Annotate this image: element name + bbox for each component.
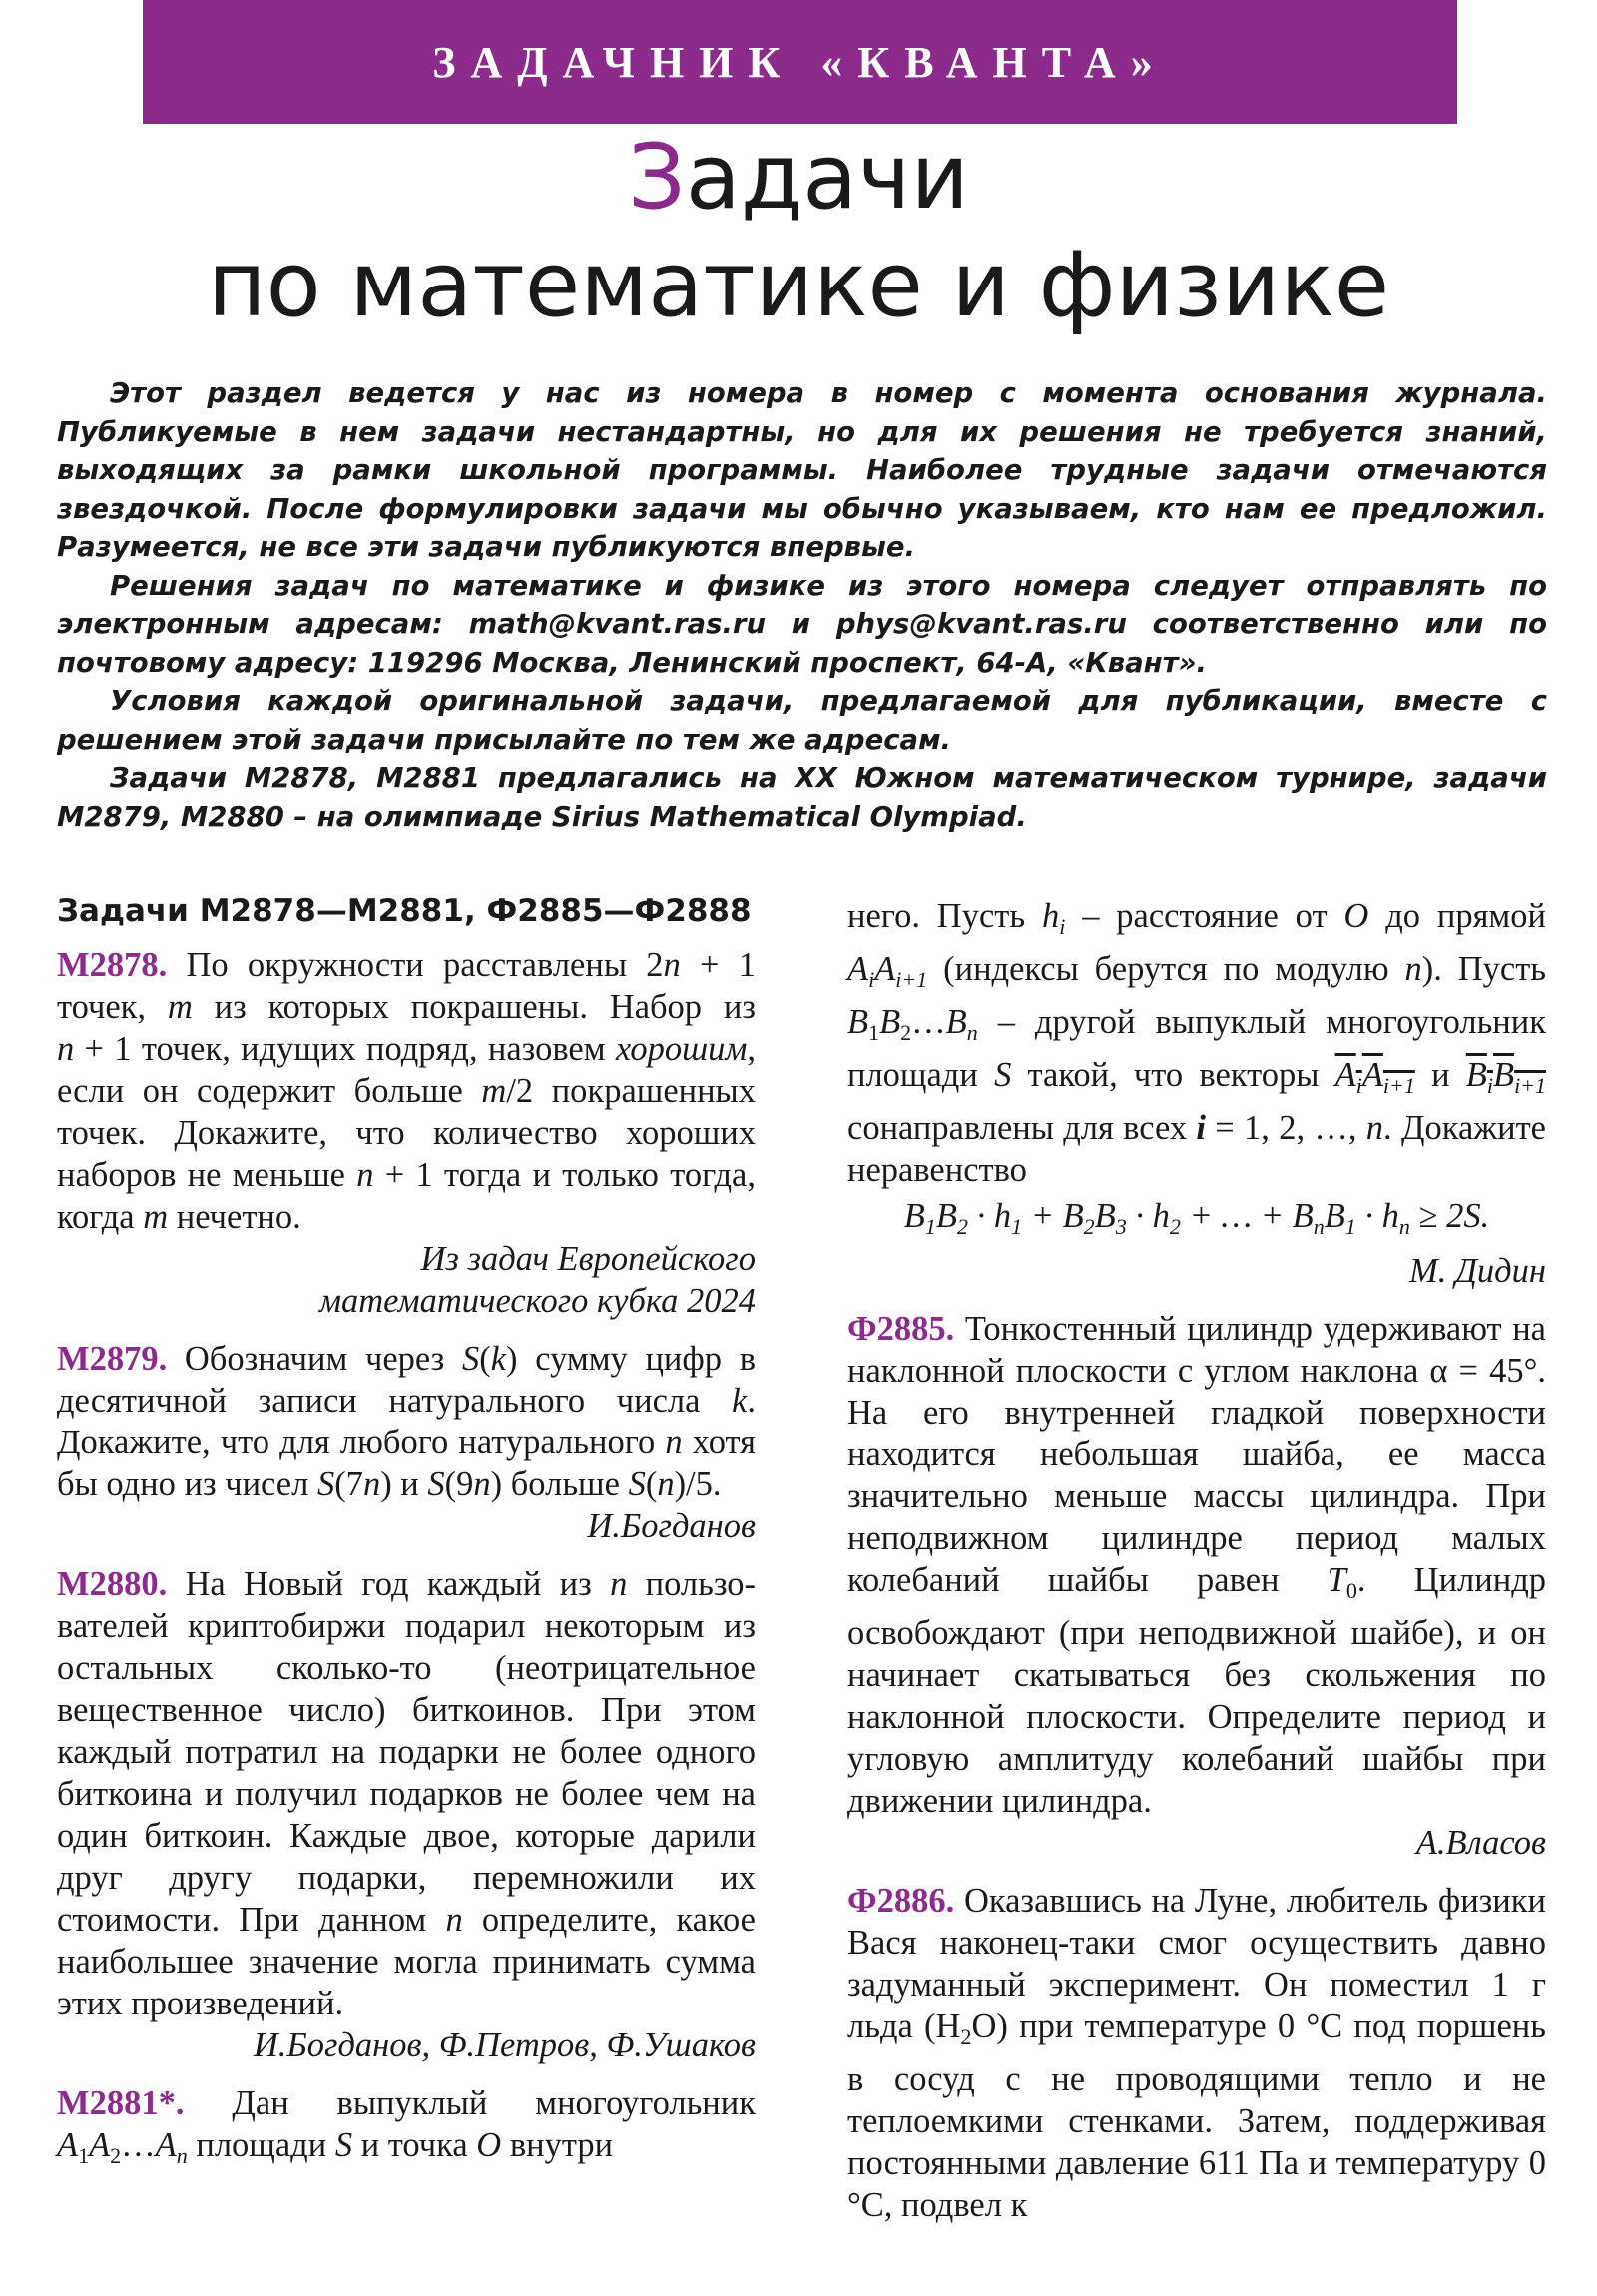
intro-paragraph: Этот раздел ведется у нас из номера в номер с момента основания журнала. Публикуемые в нем задачи нестандартны, но для их решения не требуется знаний, выходящих за рамки школьной программы. Наиболее трудные задачи отмечаются звездочкой. После формулировки задачи мы обычно указываем, кто нам ее предложил. Разумеется, не все эти задачи публикуются впервые.	[57, 377, 1547, 563]
problem-author: И.Богданов, Ф.Петров, Ф.Ушаков	[253, 2026, 756, 2064]
problem-text: М2880. На Новый год каждый из n пользователей криптобиржи подарил некоторым из остальных сколько-то (неотрицательное вещественное число) биткоинов. При этом каждый потратил на подарки не более одного биткоина и получил подарков не более чем на один биткоин. Каждые двое, которые дарили друг другу подарки, перемножили их стоимости. При данном n определите, какое наибольшее значение могла принимать сумма этих произведений.	[57, 1565, 756, 2022]
section-banner	[143, 0, 1457, 124]
intro-paragraph: Условия каждой оригинальной задачи, предлагаемой для публикации, вместе с решением этой задачи присылайте по тем же адресам.	[57, 685, 1547, 756]
problem-id: Ф2885.	[847, 1310, 955, 1348]
problem-author: А.Власов	[1415, 1824, 1546, 1862]
right-column	[847, 895, 1546, 2242]
problem-m2878	[57, 944, 756, 1322]
problem-text: Ф2885. Тонкостенный цилиндр удерживают на наклонной плоскости с углом наклона α = 45°. На его внутренней гладкой поверхности находится небольшая шайба, ее масса значительно меньше массы цилиндра. При неподвижном цилиндре период малых колебаний шайбы равен $T_0$. Цилиндр освобождают (при неподвижной шайбе), и он начинает скатываться без скольжения по наклонной плоскости. Определите период и угловую амплитуду колебаний шайбы при движении цилиндра.	[847, 1310, 1546, 1820]
section-heading: Задачи М2878—М2881, Ф2885—Ф2888	[57, 893, 752, 929]
problem-text: М2879. Обозначим через S(k) сумму цифр в десятичной записи натурального числа k. Докажите, что для любого натурального n хотя бы одно из чисел S(7n) и S(9n) больше S(n)/5.	[57, 1340, 756, 1503]
problem-author: И.Богданов	[587, 1507, 756, 1545]
left-column	[57, 890, 756, 2193]
problem-text: него. Пусть $h_i$ – расстояние от O до прямой $A_iA_{i+1}$ (индексы берутся по модулю n). Пусть $B_1B_2\dots B_n$ – другой выпуклый многоугольник площади S такой, что векторы $A_iA_{i+1}$ и $B_iB_{i+1}$ сонаправлены для всех i = 1, 2, …, n. Докажите неравенство	[847, 897, 1547, 1189]
banner-title: ЗАДАЧНИК «КВАНТА»	[432, 37, 1168, 87]
title-line-1	[0, 124, 1597, 232]
problem-m2881-continued	[847, 895, 1546, 1292]
problem-id: М2878.	[57, 946, 168, 984]
page-title	[0, 124, 1597, 339]
intro-paragraph: Задачи М2878, М2881 предлагались на XX Южном математическом турнире, задачи М2879, М2880 – на олимпиаде Sirius Mathematical Olympiad.	[57, 762, 1547, 833]
intro-text	[57, 374, 1547, 836]
problem-m2880	[57, 1563, 756, 2066]
problem-id: М2879.	[57, 1340, 168, 1378]
title-line-2: по математике и физике	[207, 233, 1390, 337]
intro-paragraph: Решения задач по математике и физике из этого номера следует отправлять по электронным адресам: math@kvant.ras.ru и phys@kvant.ras.ru соответственно или по почтовому адресу: 119296 Москва, Ленинский проспект, 64-А, «Квант».	[57, 569, 1547, 679]
problem-text: М2878. По окружности расставлены 2n + 1 точек, m из которых покрашены. Набор из n + 1 точек, идущих подряд, назовем хорошим, если он содержит больше m/2 покрашенных точек. Докажите, что количество хороших наборов не меньше n + 1 тогда и только тогда, когда m нечетно.	[57, 946, 756, 1236]
title-accent-letter: З	[628, 125, 686, 230]
problem-m2881	[57, 2082, 756, 2177]
problem-m2879	[57, 1338, 756, 1547]
problem-author: М. Дидин	[1408, 1252, 1546, 1290]
problem-text: Ф2886. Оказавшись на Луне, любитель физики Вася наконец-таки смог осуществить давно задуманный эксперимент. Он поместил 1 г льда $(H_2O)$ при температуре 0 °С под поршень в сосуд с не проводящими тепло и не теплоемкими стенками. Затем, поддерживая постоянными давление 611 Па и температуру 0 °С, подвел к	[847, 1882, 1546, 2224]
problem-text: М2881*. Дан выпуклый многоугольник $A_1A_2\dots A_n$ площади S и точка O внутри	[57, 2084, 756, 2168]
problem-f2886	[847, 1880, 1546, 2226]
problem-author: Из задач Европейского	[420, 1240, 756, 1278]
problem-id: Ф2886.	[847, 1882, 955, 1920]
problem-id: М2880.	[57, 1565, 168, 1603]
inequality-formula: $B_1B_2 \cdot h_1 + B_2B_3 \cdot h_2$ + … + $B_nB_1 \cdot h_n \ge 2S$.	[903, 1197, 1490, 1239]
title-line-1-rest: адачи	[685, 125, 969, 230]
problem-author: математического кубка 2024	[318, 1282, 756, 1320]
problem-id: М2881*.	[57, 2084, 185, 2122]
problem-f2885	[847, 1308, 1546, 1864]
